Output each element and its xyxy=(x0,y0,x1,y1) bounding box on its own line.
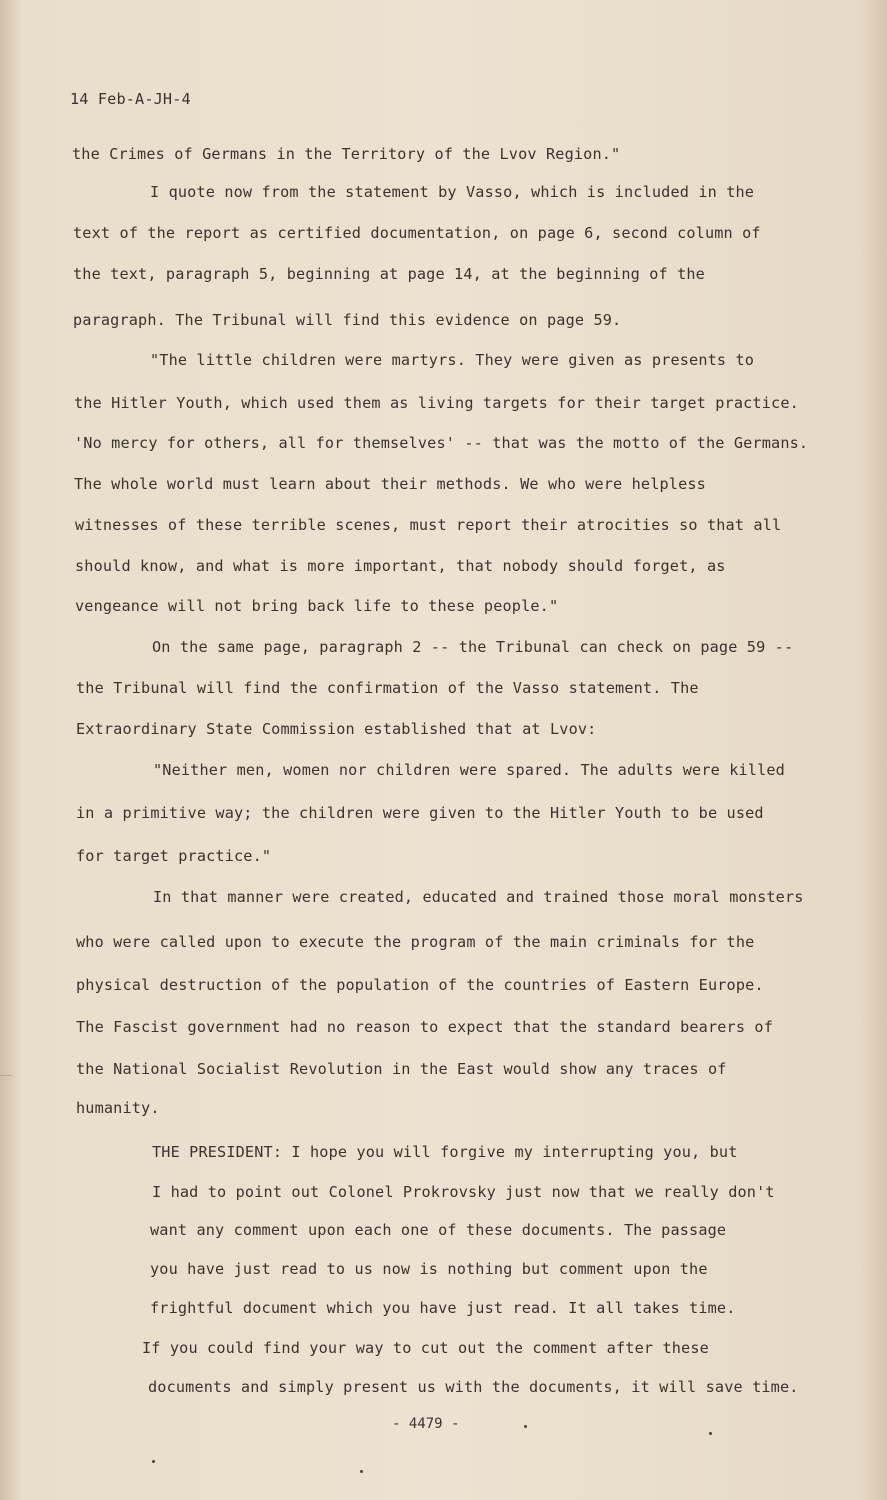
text-line: THE PRESIDENT: I hope you will forgive my interrupting you, but xyxy=(152,1143,738,1161)
ink-speck xyxy=(524,1425,527,1428)
text-line: humanity. xyxy=(76,1099,160,1117)
text-line: On the same page, paragraph 2 -- the Tribunal can check on page 59 -- xyxy=(152,638,794,656)
text-line: If you could find your way to cut out the comment after these xyxy=(142,1339,709,1357)
text-line: physical destruction of the population of the countries of Eastern Europe. xyxy=(76,976,764,994)
text-line: "The little children were martyrs. They were given as presents to xyxy=(150,351,755,369)
text-line: The whole world must learn about their methods. We who were helpless xyxy=(74,475,706,493)
text-line: the Tribunal will find the confirmation of the Vasso statement. The xyxy=(76,679,699,697)
text-line: vengeance will not bring back life to these people." xyxy=(75,597,559,615)
page-reference: 14 Feb-A-JH-4 xyxy=(70,90,191,108)
text-line: the text, paragraph 5, beginning at page 14, at the beginning of the xyxy=(73,265,705,283)
text-line: witnesses of these terrible scenes, must report their atrocities so that all xyxy=(75,516,782,534)
text-line: In that manner were created, educated and trained those moral monsters xyxy=(153,888,804,906)
text-line: should know, and what is more important, that nobody should forget, as xyxy=(75,557,726,575)
text-line: you have just read to us now is nothing but comment upon the xyxy=(150,1260,708,1278)
text-line: I quote now from the statement by Vasso, which is included in the xyxy=(150,183,755,201)
ink-speck xyxy=(360,1470,363,1473)
text-line: frightful document which you have just read. It all takes time. xyxy=(150,1299,736,1317)
ink-speck xyxy=(152,1460,155,1463)
page-number: - 4479 - xyxy=(392,1416,460,1432)
text-line: who were called upon to execute the program of the main criminals for the xyxy=(76,933,755,951)
text-line: for target practice." xyxy=(76,847,272,865)
text-line: the Hitler Youth, which used them as living targets for their target practice. xyxy=(74,394,799,412)
text-line: text of the report as certified documentation, on page 6, second column of xyxy=(73,224,761,242)
text-line: the National Socialist Revolution in the East would show any traces of xyxy=(76,1060,727,1078)
text-line: want any comment upon each one of these documents. The passage xyxy=(150,1221,727,1239)
paper-fold-mark xyxy=(0,1075,12,1076)
text-line: the Crimes of Germans in the Territory of the Lvov Region." xyxy=(72,145,621,163)
text-line: Extraordinary State Commission established that at Lvov: xyxy=(76,720,597,738)
text-line: paragraph. The Tribunal will find this evidence on page 59. xyxy=(73,311,622,329)
text-line: documents and simply present us with the documents, it will save time. xyxy=(148,1378,799,1396)
text-line: 'No mercy for others, all for themselves' -- that was the motto of the Germans. xyxy=(74,434,809,452)
text-line: I had to point out Colonel Prokrovsky just now that we really don't xyxy=(152,1183,775,1201)
text-line: in a primitive way; the children were given to the Hitler Youth to be used xyxy=(76,804,764,822)
text-line: "Neither men, women nor children were spared. The adults were killed xyxy=(153,761,785,779)
ink-speck xyxy=(709,1432,712,1435)
text-line: The Fascist government had no reason to expect that the standard bearers of xyxy=(76,1018,774,1036)
